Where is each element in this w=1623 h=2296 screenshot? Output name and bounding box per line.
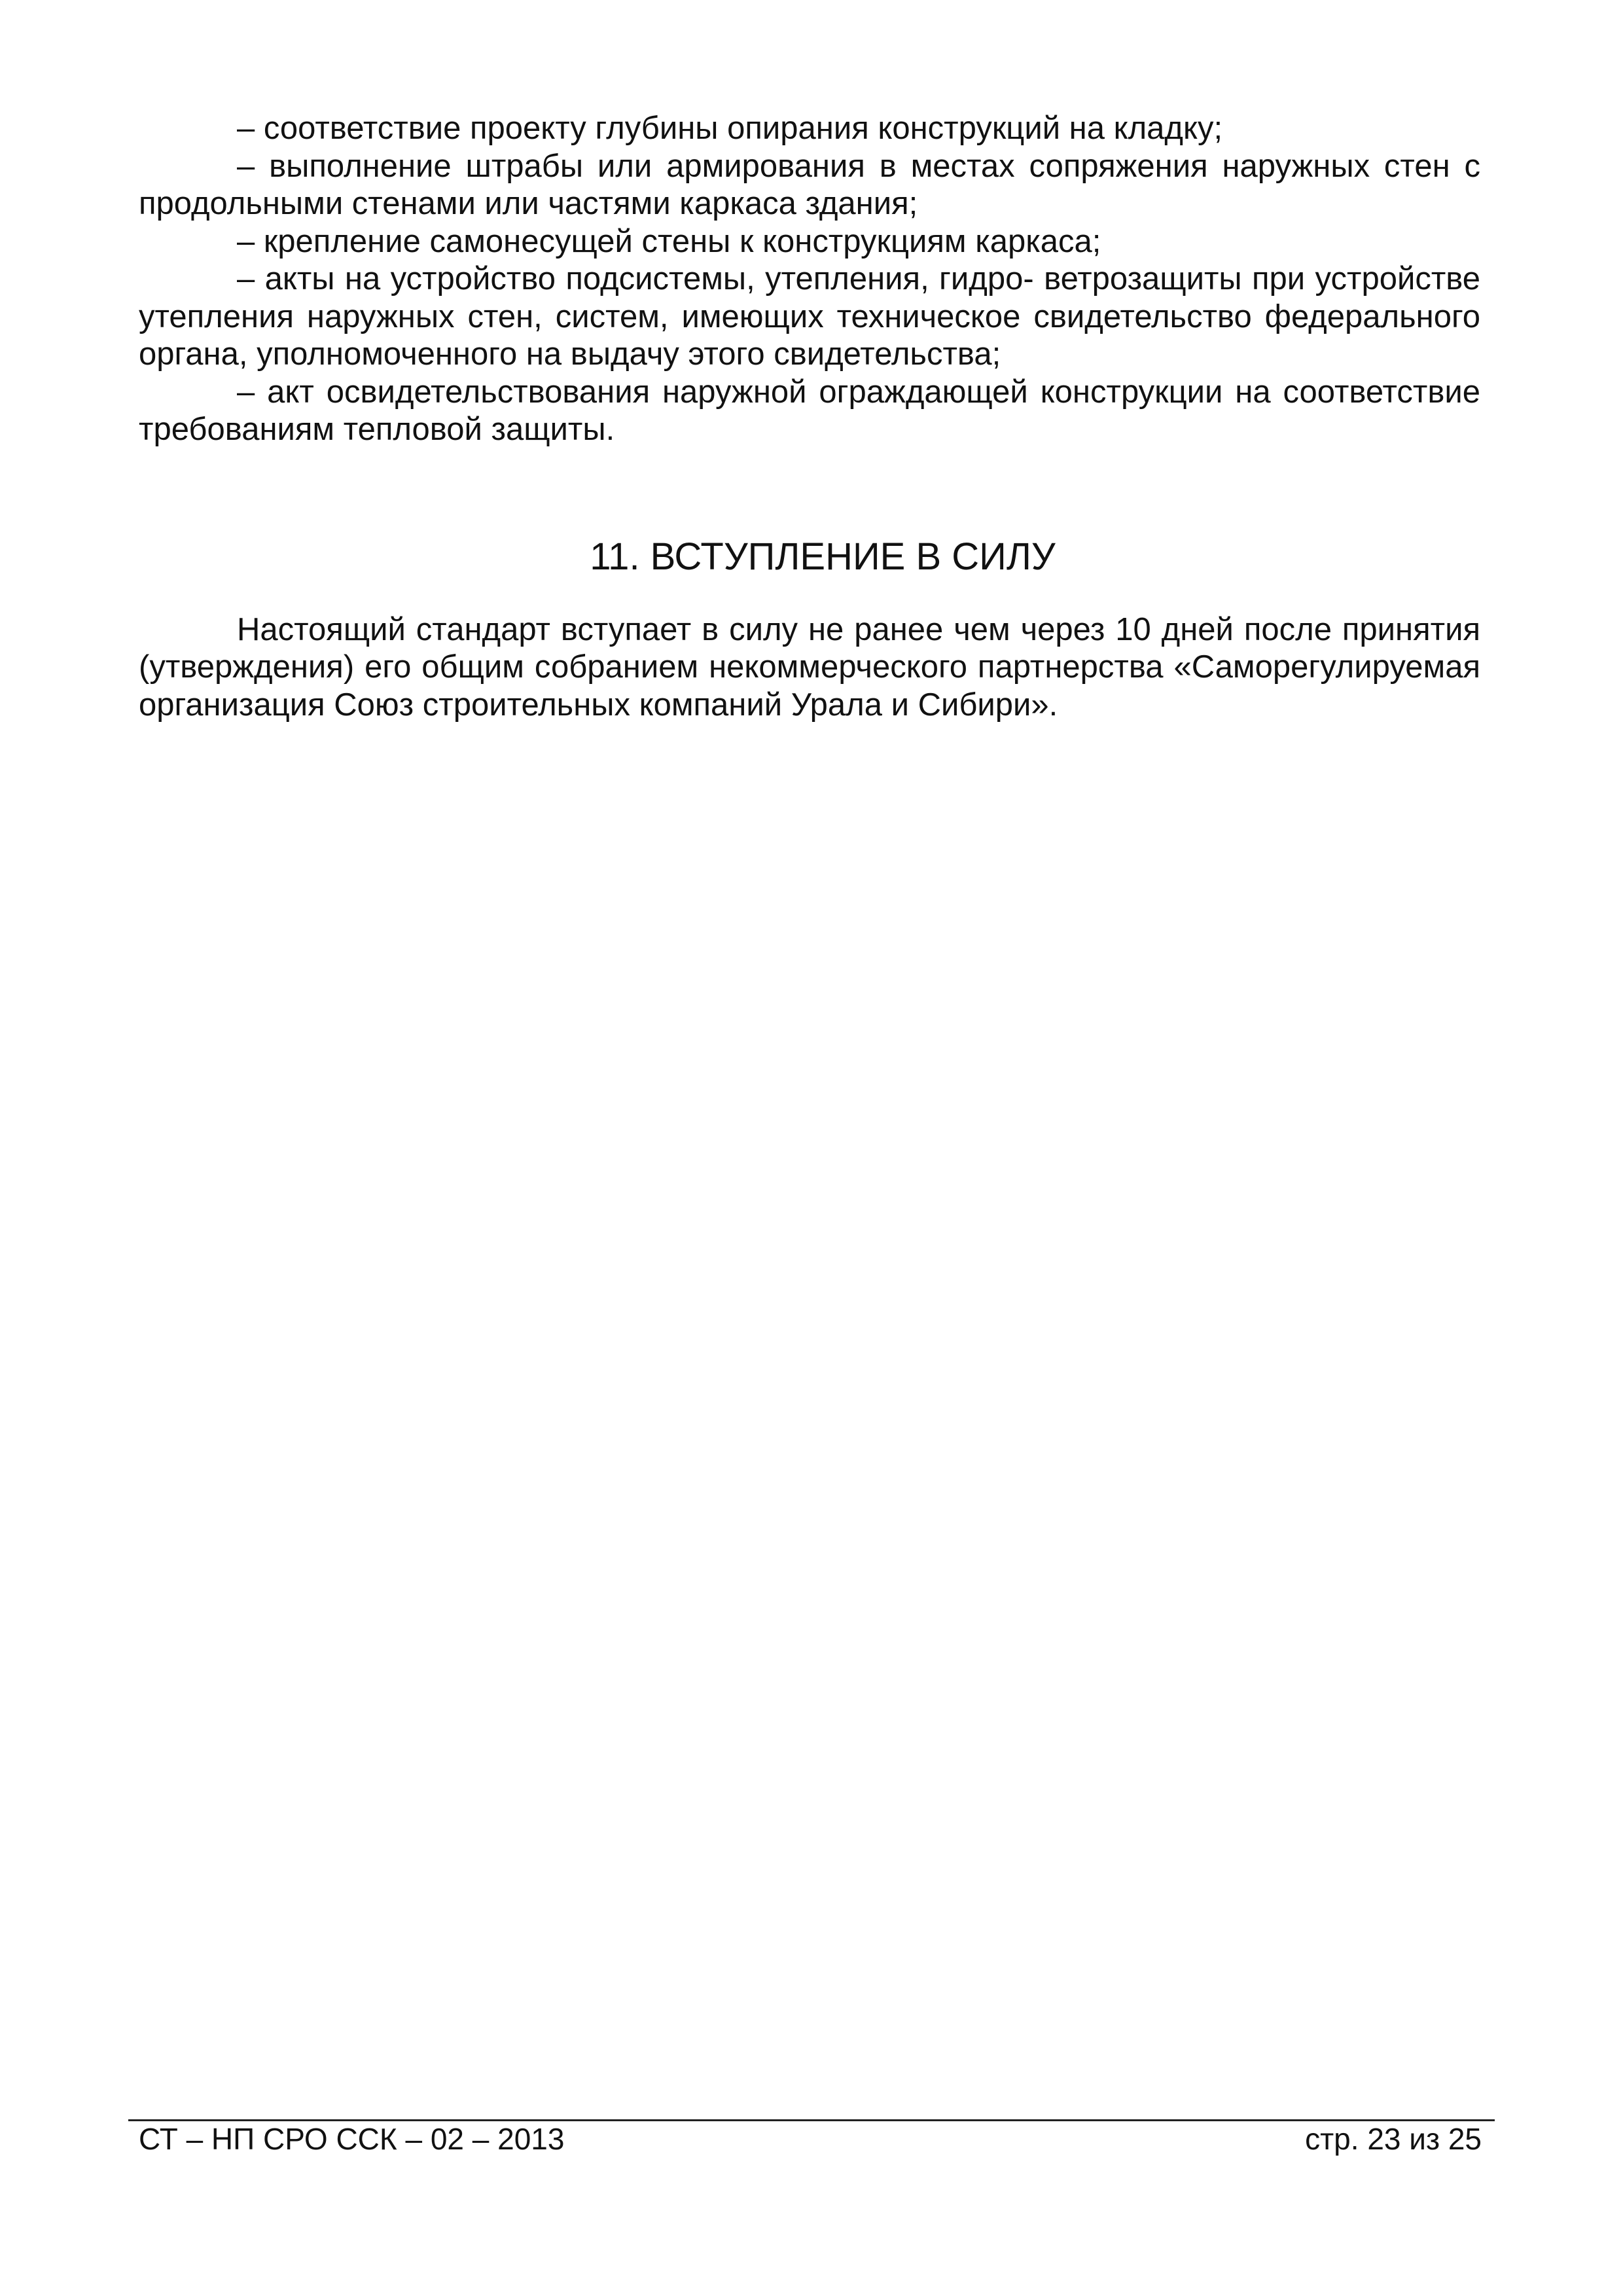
list-item: – соответствие проекту глубины опирания конструкций на кладку;	[237, 111, 1223, 146]
section-body-paragraph: Настоящий стандарт вступает в силу не ранее чем через 10 дней после принятия (утверждения) его общим собранием некоммерческого партнерства «Саморегулируемая организация Союз строительных компаний Урала и Сибири».	[139, 611, 1480, 723]
list-item: – акты на устройство подсистемы, утепления, гидро- ветрозащиты при устройстве утепления наружных стен, систем, имеющих техническое свидетельство федерального органа, уполномоченного на выдачу этого свидетельства;	[139, 261, 1480, 372]
section-heading: 11. ВСТУПЛЕНИЕ В СИЛУ	[590, 535, 1056, 578]
list-item: – выполнение штрабы или армирования в местах сопряжения наружных стен с продольными стенами или частями каркаса здания;	[139, 148, 1480, 221]
page-number: стр. 23 из 25	[1305, 2122, 1482, 2156]
list-item: – крепление самонесущей стены к конструкциям каркаса;	[237, 223, 1101, 259]
page-content	[139, 110, 1480, 724]
list-item: – акт освидетельствования наружной ограждающей конструкции на соответствие требованиям тепловой защиты.	[139, 374, 1480, 447]
document-code: СТ – НП СРО ССК – 02 – 2013	[139, 2122, 565, 2156]
